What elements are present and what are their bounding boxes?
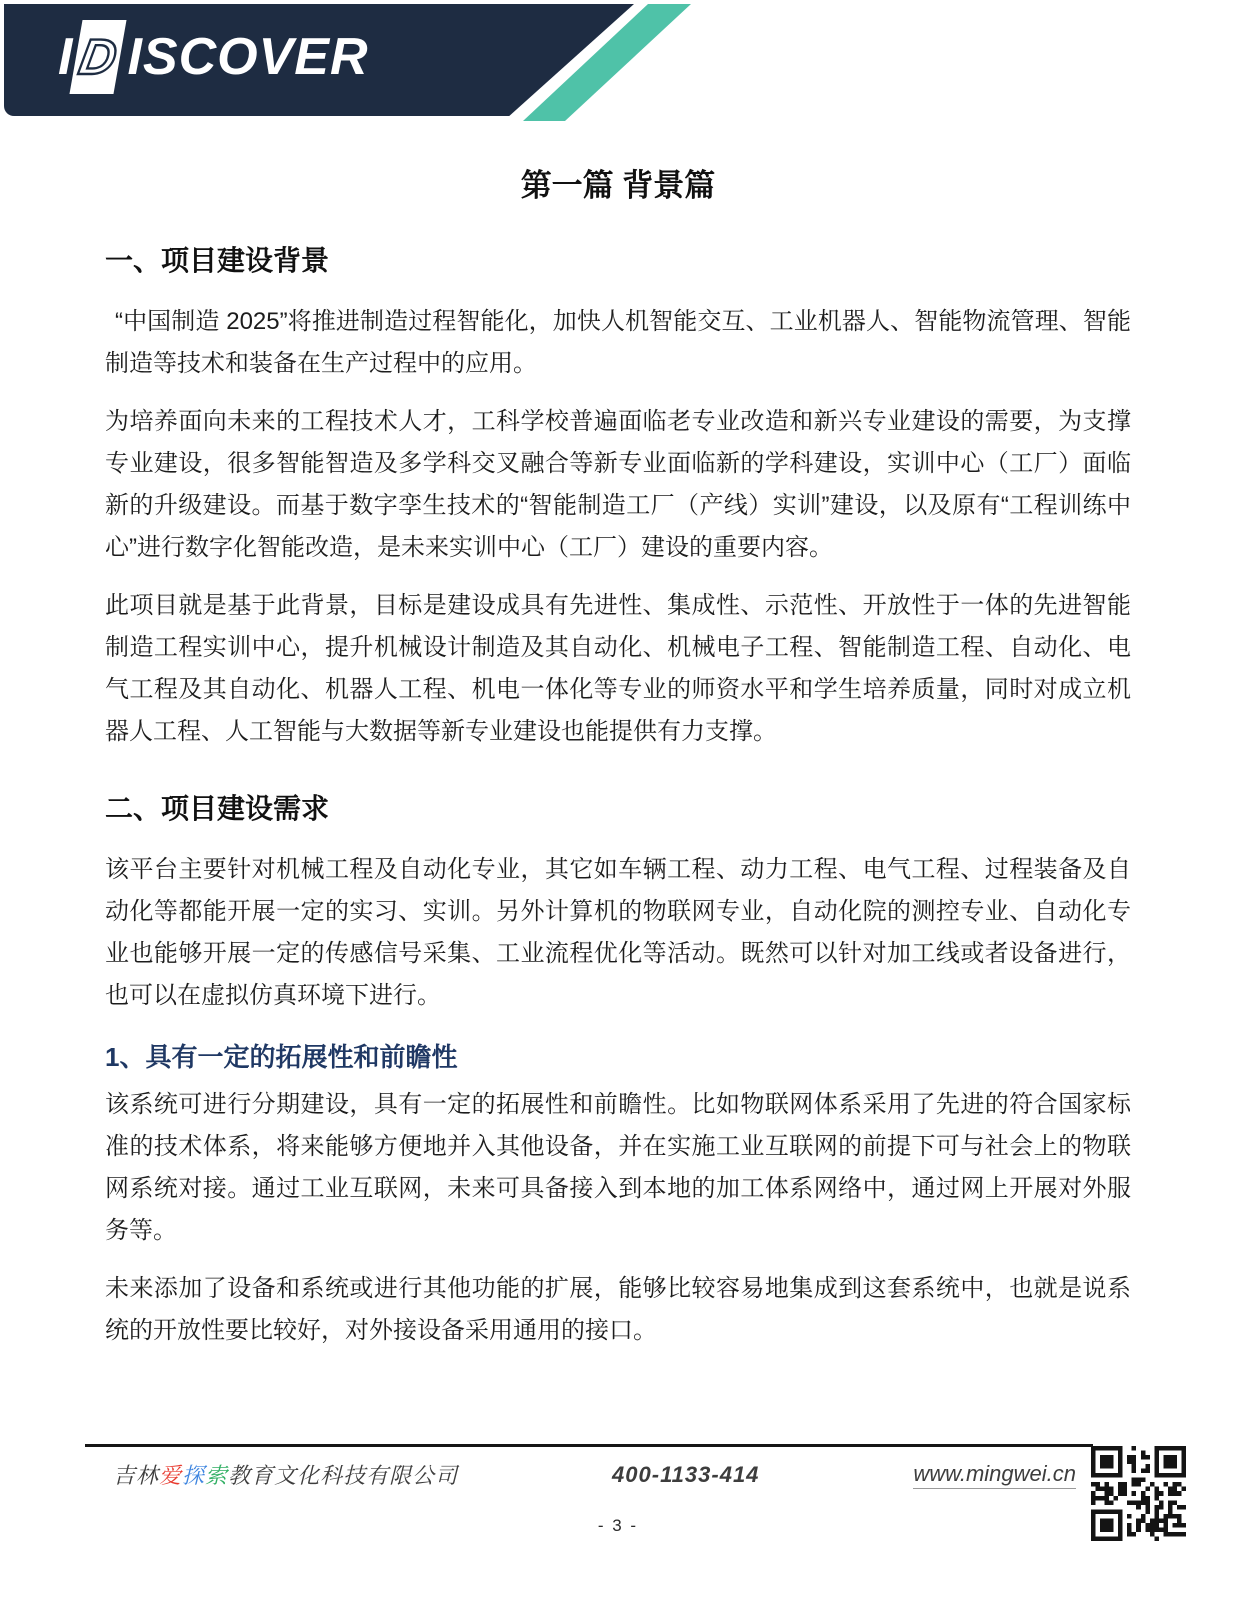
company-name-part: 吉林 [113, 1463, 160, 1488]
logo-letter-i: I [58, 28, 73, 86]
website-link[interactable]: www.mingwei.cn [913, 1461, 1076, 1489]
logo-d-badge [70, 20, 127, 94]
phone-number: 400-1133-414 [612, 1461, 760, 1487]
section-2-heading: 二、项目建设需求 [105, 793, 330, 824]
company-name-part: 教育文化科技有限公司 [228, 1463, 459, 1488]
page-number: - 3 - [597, 1516, 639, 1535]
subsection-1-paragraph-2: 未来添加了设备和系统或进行其他功能的扩展，能够比较容易地集成到这套系统中，也就是说系统的开放性要比较好，对外接设备采用通用的接口。 [105, 1275, 1131, 1344]
logo-text: ISCOVER [127, 28, 369, 86]
logo-letter-d: D [75, 29, 122, 85]
section-1-paragraph-1: “中国制造 2025”将推进制造过程智能化，加快人机智能交互、工业机器人、智能物流管理、智能制造等技术和装备在生产过程中的应用。 [105, 308, 1131, 377]
footer-info-row [113, 1459, 1076, 1490]
section-1-paragraph-2: 为培养面向未来的工程技术人才，工科学校普遍面临老专业改造和新兴专业建设的需要，为支撑专业建设，很多智能智造及多学科交叉融合等新专业面临新的学科建设，实训中心（工厂）面临新的升级建设。而基于数字孪生技术的“智能制造工厂（产线）实训”建设，以及原有“工程训练中心”进行数字化智能改造，是未来实训中心（工厂）建设的重要内容。 [105, 408, 1131, 561]
section-1-paragraph-3: 此项目就是基于此背景，目标是建设成具有先进性、集成性、示范性、开放性于一体的先进智能制造工程实训中心，提升机械设计制造及其自动化、机械电子工程、智能制造工程、自动化、电气工程及其自动化、机器人工程、机电一体化等专业的师资水平和学生培养质量，同时对成立机器人工程、人工智能与大数据等新专业建设也能提供有力支撑。 [105, 592, 1131, 745]
subsection-1-heading: 1、具有一定的拓展性和前瞻性 [105, 1042, 458, 1072]
document-title: 第一篇 背景篇 [520, 168, 716, 203]
company-name-part-blue: 探 [182, 1463, 206, 1488]
company-name-part-green: 索 [205, 1463, 229, 1488]
page-footer [0, 1444, 1236, 1536]
company-name-part-red: 爱 [159, 1463, 183, 1488]
subsection-1-paragraph-1: 该系统可进行分期建设，具有一定的拓展性和前瞻性。比如物联网体系采用了先进的符合国家标准的技术体系，将来能够方便地并入其他设备，并在实施工业互联网的前提下可与社会上的物联网系统对接。通过工业互联网，未来可具备接入到本地的加工体系网络中，通过网上开展对外服务等。 [105, 1091, 1131, 1244]
footer-divider [85, 1444, 1093, 1447]
section-1-heading: 一、项目建设背景 [105, 245, 330, 276]
company-name [113, 1459, 458, 1490]
brand-logo [58, 20, 369, 94]
section-2-paragraph-1: 该平台主要针对机械工程及自动化专业，其它如车辆工程、动力工程、电气工程、过程装备及自动化等都能开展一定的实习、实训。另外计算机的物联网专业，自动化院的测控专业、自动化专业也能够开展一定的传感信号采集、工业流程优化等活动。既然可以针对加工线或者设备进行，也可以在虚拟仿真环境下进行。 [105, 856, 1131, 1009]
qr-code-image [1091, 1446, 1186, 1541]
document-body [105, 122, 1131, 1368]
header-banner [0, 0, 1236, 122]
